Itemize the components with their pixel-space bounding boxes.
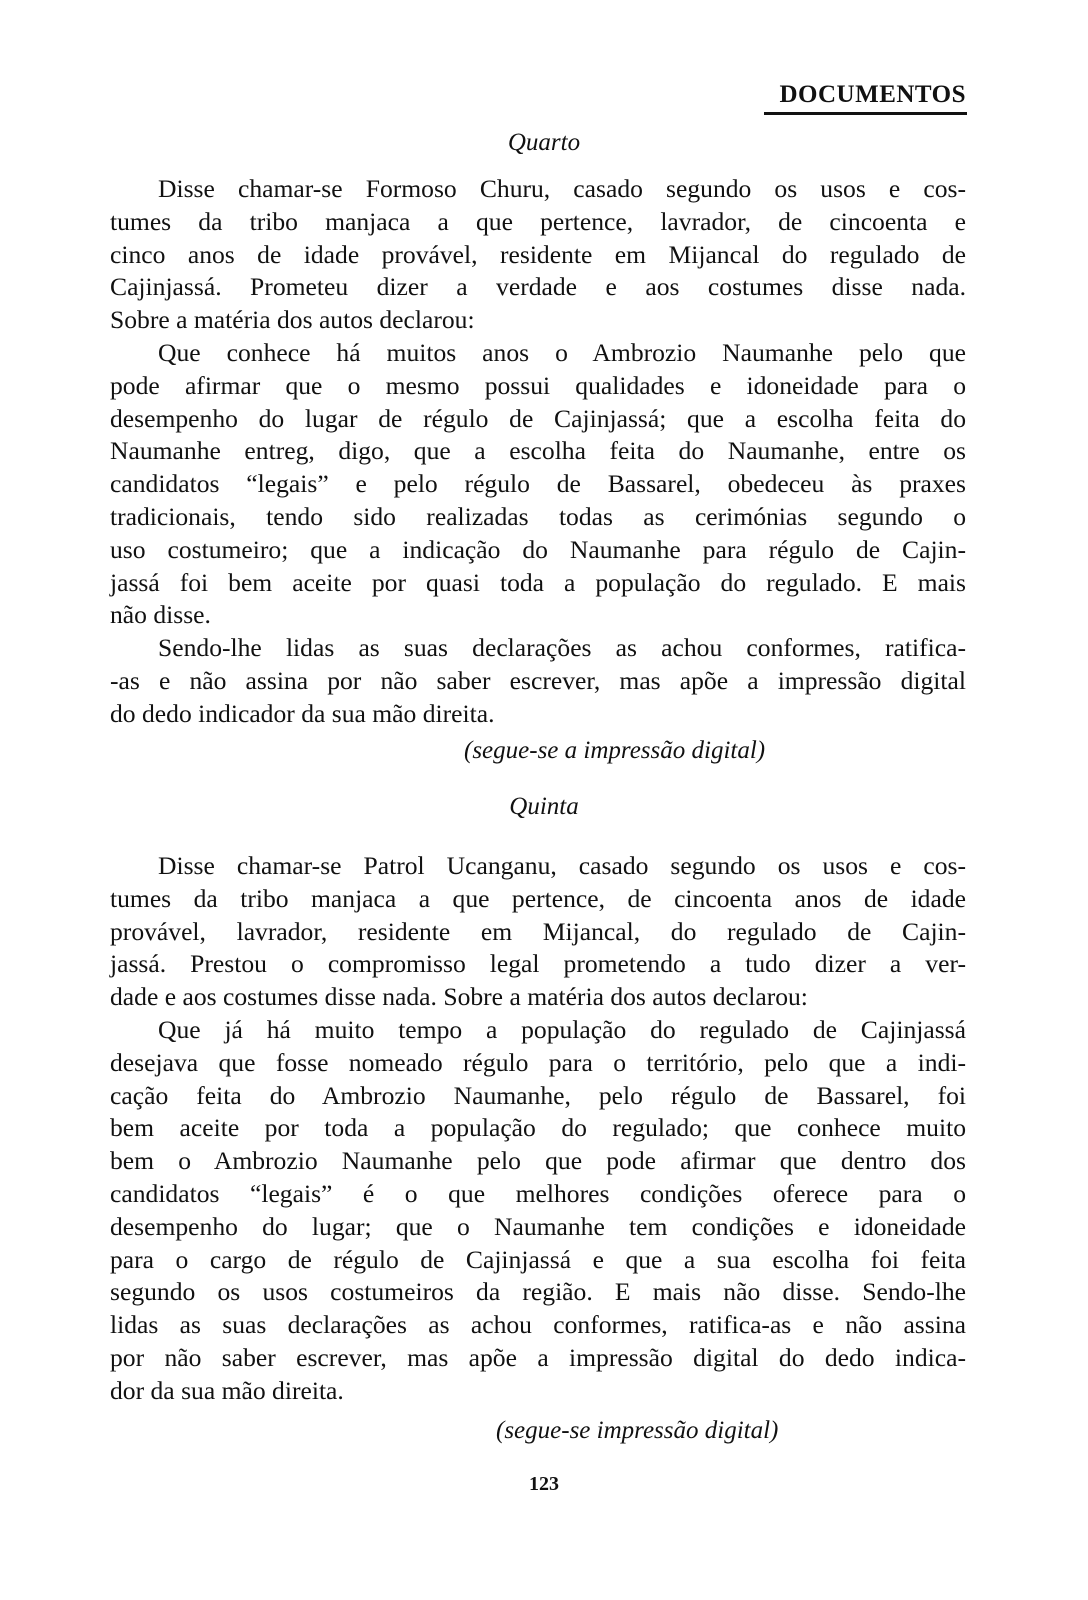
text-line: dor da sua mão direita. [110, 1375, 344, 1405]
text-line: bem aceite por toda a população do regulado; que conhece muito [110, 1113, 966, 1143]
text-line: para o cargo de régulo de Cajinjassá e que a sua escolha foi feita [110, 1244, 966, 1274]
text-line: Disse chamar-se Formoso Churu, casado segundo os usos e cos- [158, 174, 966, 203]
text-line: Que já há muito tempo a população do regulado de Cajinjassá [158, 1015, 966, 1044]
section-title-quarto: Quarto [507, 129, 581, 156]
page-number: 123 [529, 1473, 559, 1495]
text-line: Disse chamar-se Patrol Ucanganu, casado segundo os usos e cos- [158, 851, 966, 880]
text-line: candidatos “legais” é o que melhores condições oferece para o [110, 1178, 966, 1208]
text-line: cinco anos de idade provável, residente em Mijancal do regulado de [110, 239, 966, 269]
closing-note: (segue-se impressão digital) [496, 1417, 779, 1444]
text-line: pode afirmar que o mesmo possui qualidades e idoneidade para o [110, 370, 966, 400]
closing-note: (segue-se a impressão digital) [464, 737, 766, 764]
paragraph [110, 337, 966, 632]
running-head-rule [764, 112, 967, 115]
paragraph [110, 173, 966, 337]
text-line: tradicionais, tendo sido realizadas todas as cerimónias segundo o [110, 501, 966, 531]
text-line: segundo os usos costumeiros da região. E mais não disse. Sendo-lhe [110, 1277, 966, 1307]
text-line: lidas as suas declarações as achou conformes, ratifica-as e não assina [110, 1310, 966, 1340]
text-line: desejava que fosse nomeado régulo para o território, pelo que a indi- [110, 1047, 966, 1077]
text-line: Sendo-lhe lidas as suas declarações as achou conformes, ratifica- [158, 633, 966, 662]
text-line: uso costumeiro; que a indicação do Naumanhe para régulo de Cajin- [110, 534, 966, 564]
text-line: tumes da tribo manjaca a que pertence, lavrador, de cincoenta e [110, 206, 966, 236]
text-line: Cajinjassá. Prometeu dizer a verdade e aos costumes disse nada. [110, 272, 966, 302]
running-head: DOCUMENTOS [779, 81, 966, 108]
text-line: provável, lavrador, residente em Mijancal, do regulado de Cajin- [110, 916, 966, 946]
text-line: dade e aos costumes disse nada. Sobre a matéria dos autos declarou: [110, 982, 808, 1012]
text-line: -as e não assina por não saber escrever, mas apõe a impressão digital [110, 665, 966, 695]
text-line: Sobre a matéria dos autos declarou: [110, 305, 475, 335]
text-line: Naumanhe entreg, digo, que a escolha feita do Naumanhe, entre os [110, 436, 966, 466]
text-line: desempenho do lugar; que o Naumanhe tem condições e idoneidade [110, 1211, 966, 1241]
text-line: desempenho do lugar de régulo de Cajinjassá; que a escolha feita do [110, 403, 966, 433]
text-line: tumes da tribo manjaca a que pertence, de cincoenta anos de idade [110, 883, 966, 913]
text-line: por não saber escrever, mas apõe a impressão digital do dedo indica- [110, 1342, 966, 1372]
text-line: cação feita do Ambrozio Naumanhe, pelo régulo de Bassarel, foi [110, 1080, 966, 1110]
text-line: do dedo indicador da sua mão direita. [110, 698, 495, 728]
text-line: jassá. Prestou o compromisso legal prometendo a tudo dizer a ver- [110, 949, 966, 979]
text-line: candidatos “legais” e pelo régulo de Bassarel, obedeceu às praxes [110, 469, 966, 499]
text-line: não disse. [110, 600, 211, 630]
text-line: bem o Ambrozio Naumanhe pelo que pode afirmar que dentro dos [110, 1146, 966, 1176]
paragraph [110, 1014, 966, 1408]
paragraph [110, 850, 966, 1014]
text-line: Que conhece há muitos anos o Ambrozio Naumanhe pelo que [158, 338, 966, 367]
section-title-quinta: Quinta [509, 793, 579, 820]
paragraph [110, 632, 966, 730]
text-line: jassá foi bem aceite por quasi toda a população do regulado. E mais [110, 567, 966, 597]
